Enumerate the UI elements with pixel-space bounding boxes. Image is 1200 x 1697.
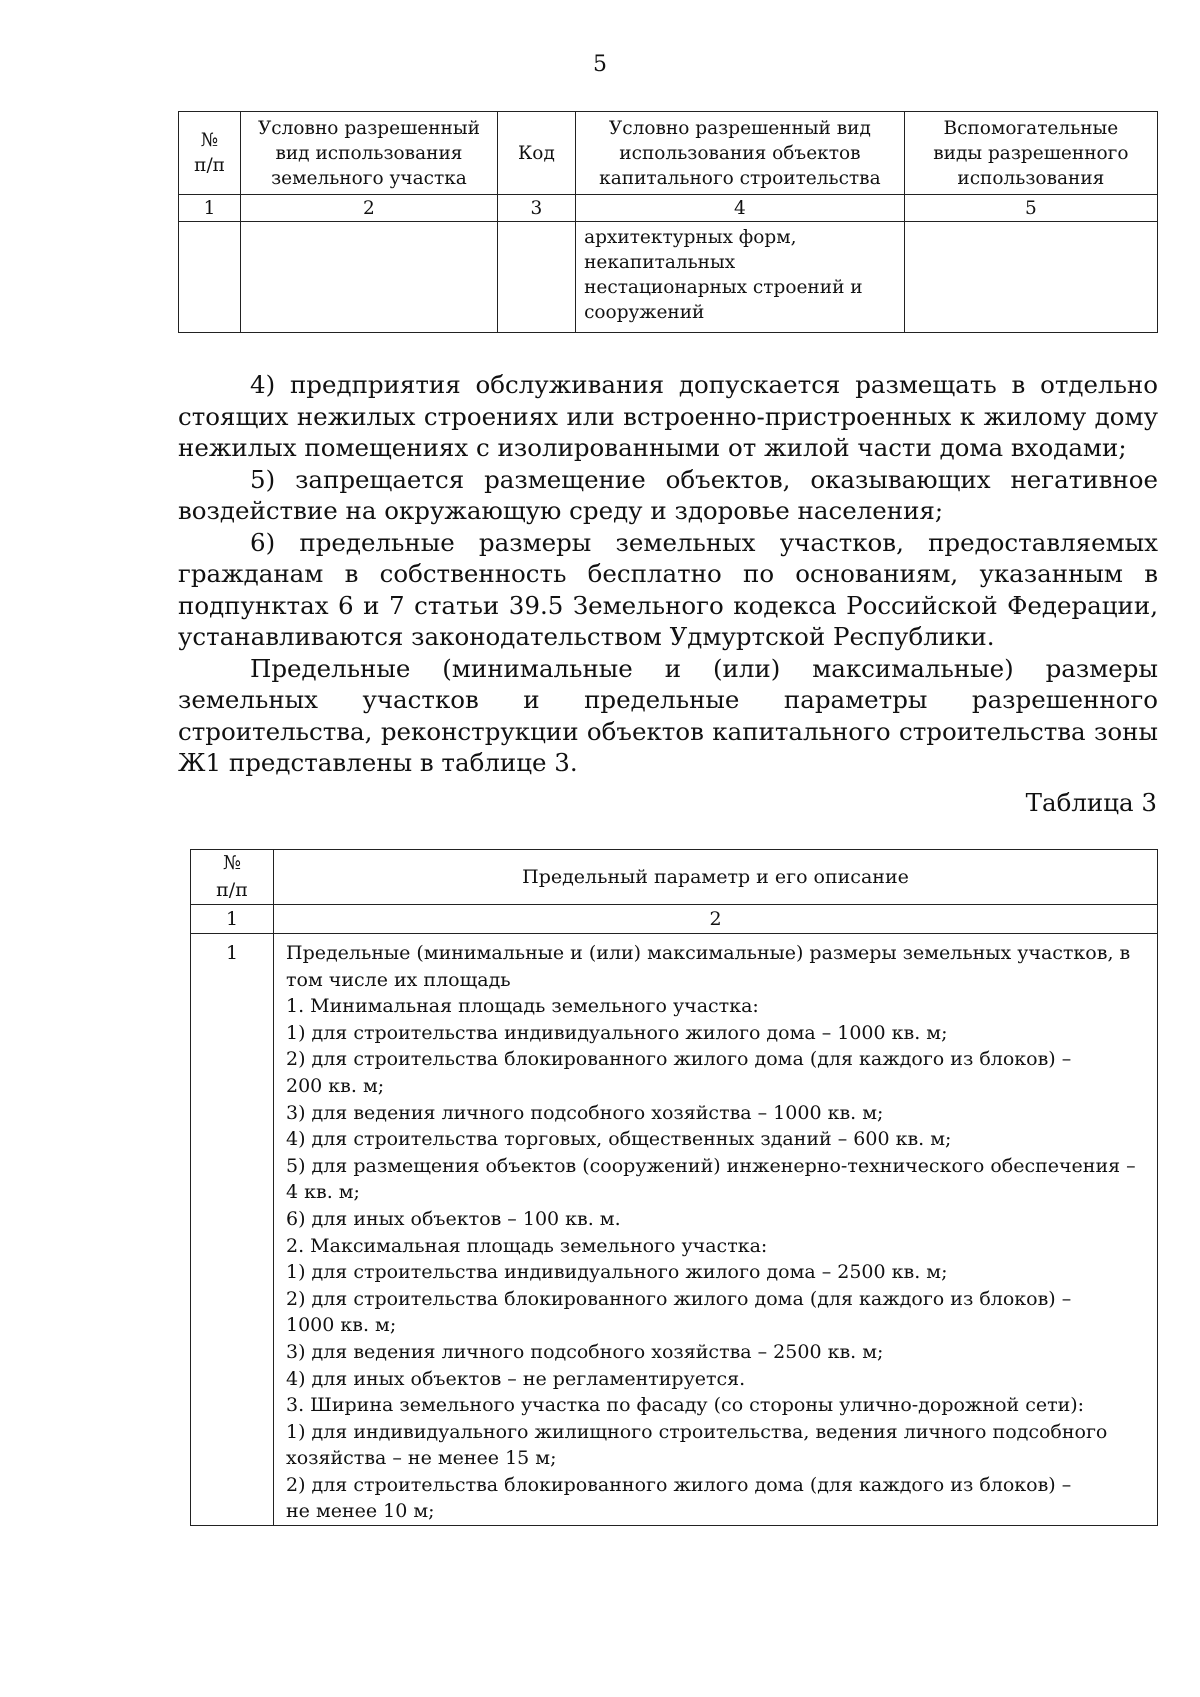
description-line: том числе их площадь [286, 968, 511, 991]
column-number: 3 [497, 195, 575, 222]
table-row [179, 222, 1158, 333]
description-line: 1) для строительства индивидуального жилого дома – 2500 кв. м; [286, 1261, 948, 1284]
table-3 [190, 849, 1158, 1526]
column-number: 2 [241, 195, 498, 222]
description-line: Предельные (минимальные и (или) максимальные) размеры земельных участков, в [286, 942, 1131, 964]
land-use-table-continued [178, 111, 1158, 333]
column-number-row [179, 195, 1158, 222]
column-number-row [191, 905, 1158, 934]
description-line: 1) для строительства индивидуального жилого дома – 1000 кв. м; [286, 1021, 948, 1044]
description-line: 3. Ширина земельного участка по фасаду (со стороны улично-дорожной сети): [286, 1394, 1085, 1417]
description-line: 5) для размещения объектов (сооружений) инженерно-технического обеспечения – [286, 1154, 1136, 1177]
description-line: 4) для иных объектов – не регламентируется. [286, 1367, 746, 1390]
description-line: 4) для строительства торговых, общественных зданий – 600 кв. м; [286, 1128, 952, 1151]
description-line: 2) для строительства блокированного жилого дома (для каждого из блоков) – [286, 1287, 1072, 1310]
header-cell-number: № п/п [191, 850, 274, 905]
column-number: 1 [191, 905, 274, 934]
description-line: хозяйства – не менее 15 м; [286, 1447, 557, 1470]
description-line: 1. Минимальная площадь земельного участка: [286, 995, 759, 1018]
row-number: 1 [191, 934, 274, 1526]
description-line: 1000 кв. м; [286, 1314, 397, 1337]
column-number: 4 [576, 195, 905, 222]
description-line: 1) для индивидуального жилищного строительства, ведения личного подсобного [286, 1420, 1108, 1443]
table-cell [904, 222, 1157, 333]
header-cell-land-use: Условно разрешенный вид использования земельного участка [241, 112, 498, 195]
description-line: 2) для строительства блокированного жилого дома (для каждого из блоков) – [286, 1048, 1072, 1071]
paragraph-limits-intro: Предельные (минимальные и (или) максимальные) размеры земельных участков и предельные параметры разрешенного строительства, реконструкции объектов капитального строительства зоны Ж1 представлены в таблице 3. [178, 653, 1158, 777]
description-line: 200 кв. м; [286, 1074, 385, 1097]
column-number: 1 [179, 195, 241, 222]
table-cell [241, 222, 498, 333]
column-number: 2 [274, 905, 1158, 934]
page-number: 5 [593, 52, 607, 77]
description-line: 4 кв. м; [286, 1181, 360, 1204]
description-line: 3) для ведения личного подсобного хозяйства – 1000 кв. м; [286, 1101, 884, 1124]
header-cell-parameter: Предельный параметр и его описание [274, 850, 1158, 905]
table-3-caption: Таблица 3 [1025, 788, 1157, 817]
description-line: 2. Максимальная площадь земельного участка: [286, 1234, 768, 1257]
column-number: 5 [904, 195, 1157, 222]
body-text [178, 369, 1158, 779]
table-cell [497, 222, 575, 333]
paragraph-item-5: 5) запрещается размещение объектов, оказывающих негативное воздействие на окружающую среду и здоровье населения; [178, 464, 1158, 525]
table-cell: архитектурных форм, некапитальных нестационарных строений и сооружений [576, 222, 905, 333]
paragraph-item-4: 4) предприятия обслуживания допускается размещать в отдельно стоящих нежилых строениях или встроенно-пристроенных к жилому дому нежилых помещениях с изолированными от жилой части дома входами; [178, 370, 1158, 462]
description-line: 3) для ведения личного подсобного хозяйства – 2500 кв. м; [286, 1340, 884, 1363]
parameter-description [274, 934, 1158, 1526]
header-cell-code: Код [497, 112, 575, 195]
header-cell-number: № п/п [179, 112, 241, 195]
table-header-row [191, 850, 1158, 905]
description-line: 2) для строительства блокированного жилого дома (для каждого из блоков) – [286, 1473, 1072, 1496]
table-header-row [179, 112, 1158, 195]
paragraph-item-6: 6) предельные размеры земельных участков, предоставляемых гражданам в собственность бесплатно по основаниям, указанным в подпунктах 6 и 7 статьи 39.5 Земельного кодекса Российской Федерации, устанавливаются законодательством Удмуртской Республики. [178, 527, 1158, 651]
table-cell [179, 222, 241, 333]
header-cell-auxiliary-use: Вспомогательные виды разрешенного использования [904, 112, 1157, 195]
table-row [191, 934, 1158, 1526]
description-line: 6) для иных объектов – 100 кв. м. [286, 1207, 621, 1230]
description-line: не менее 10 м; [286, 1500, 435, 1523]
header-cell-construction-use: Условно разрешенный вид использования объектов капитального строительства [576, 112, 905, 195]
